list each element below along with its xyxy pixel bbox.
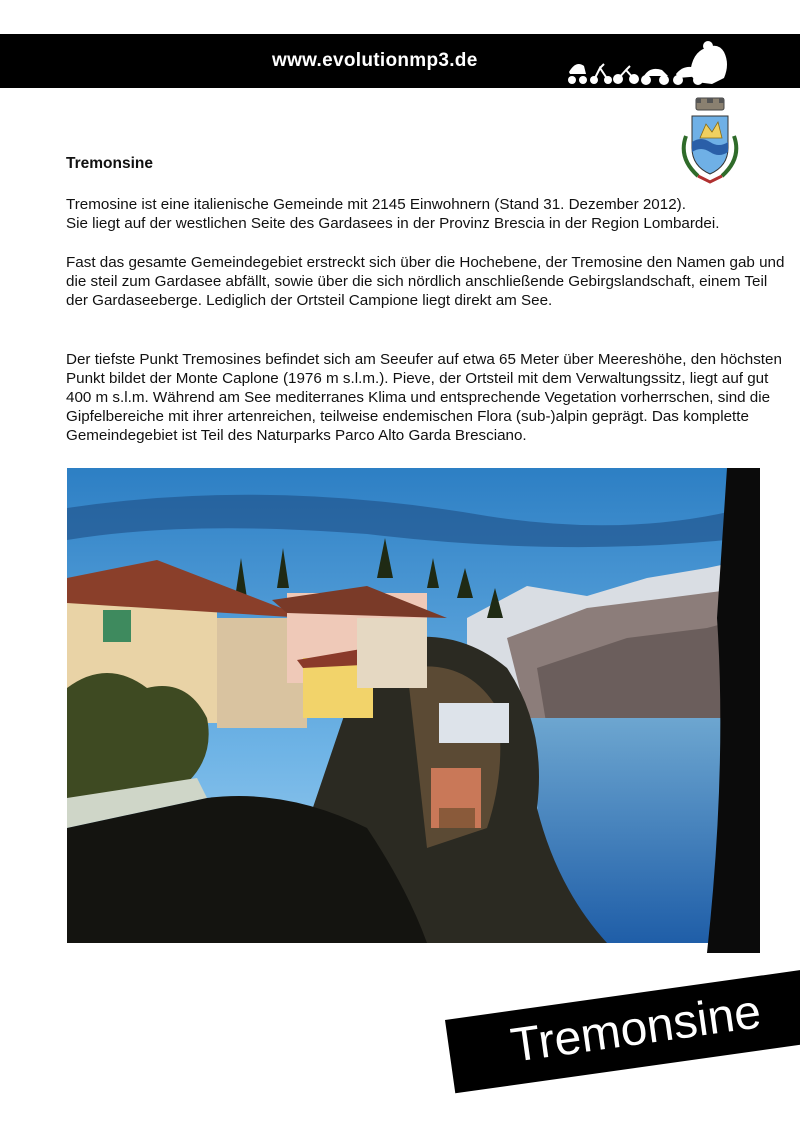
coat-of-arms-icon bbox=[676, 96, 744, 186]
vehicle-silhouettes-icon bbox=[566, 38, 730, 86]
intro-line-1: Tremosine ist eine italienische Gemeinde mit 2145 Einwohnern (Stand 31. Dezember 2012). bbox=[66, 196, 686, 213]
geography-paragraph: Der tiefste Punkt Tremosines befindet sich am Seeufer auf etwa 65 Meter über Meereshöhe, den höchsten Punkt bildet der Monte Caplone (1976 m s.l.m.). Pieve, der Ortsteil mit dem Verwaltungssitz, liegt auf gut 400 m s.l.m. Während am See mediterranes Klima und entsprechende Vegetation vorherrschen, sind die Gipfelbereiche mit ihrer artenreichen, teilweise endemischen Flora (sub-)alpin geprägt. Das komplette Gemeindegebiet ist Teil des Naturparks Parco Alto Garda Bresciano. bbox=[66, 351, 782, 444]
intro-line-2: Sie liegt auf der westlichen Seite des Gardasees in der Provinz Brescia in der Region Lombardei. bbox=[66, 215, 720, 232]
tremosine-lake-photo bbox=[67, 468, 760, 953]
banner-label: Tremonsine bbox=[507, 985, 765, 1073]
article-title: Tremonsine bbox=[66, 155, 153, 172]
header-bar bbox=[0, 34, 800, 88]
title-banner bbox=[445, 970, 800, 1093]
site-url[interactable]: www.evolutionmp3.de bbox=[272, 50, 478, 71]
terrain-paragraph: Fast das gesamte Gemeindegebiet erstreckt sich über die Hochebene, der Tremosine den Namen gab und die steil zum Gardasee abfällt, sowie über die sich nördlich anschließende Gebirgslandschaft, einem Teil der Gardaseeberge. Lediglich der Ortsteil Campione liegt direkt am See. bbox=[66, 254, 785, 309]
intro-paragraph bbox=[66, 195, 786, 233]
